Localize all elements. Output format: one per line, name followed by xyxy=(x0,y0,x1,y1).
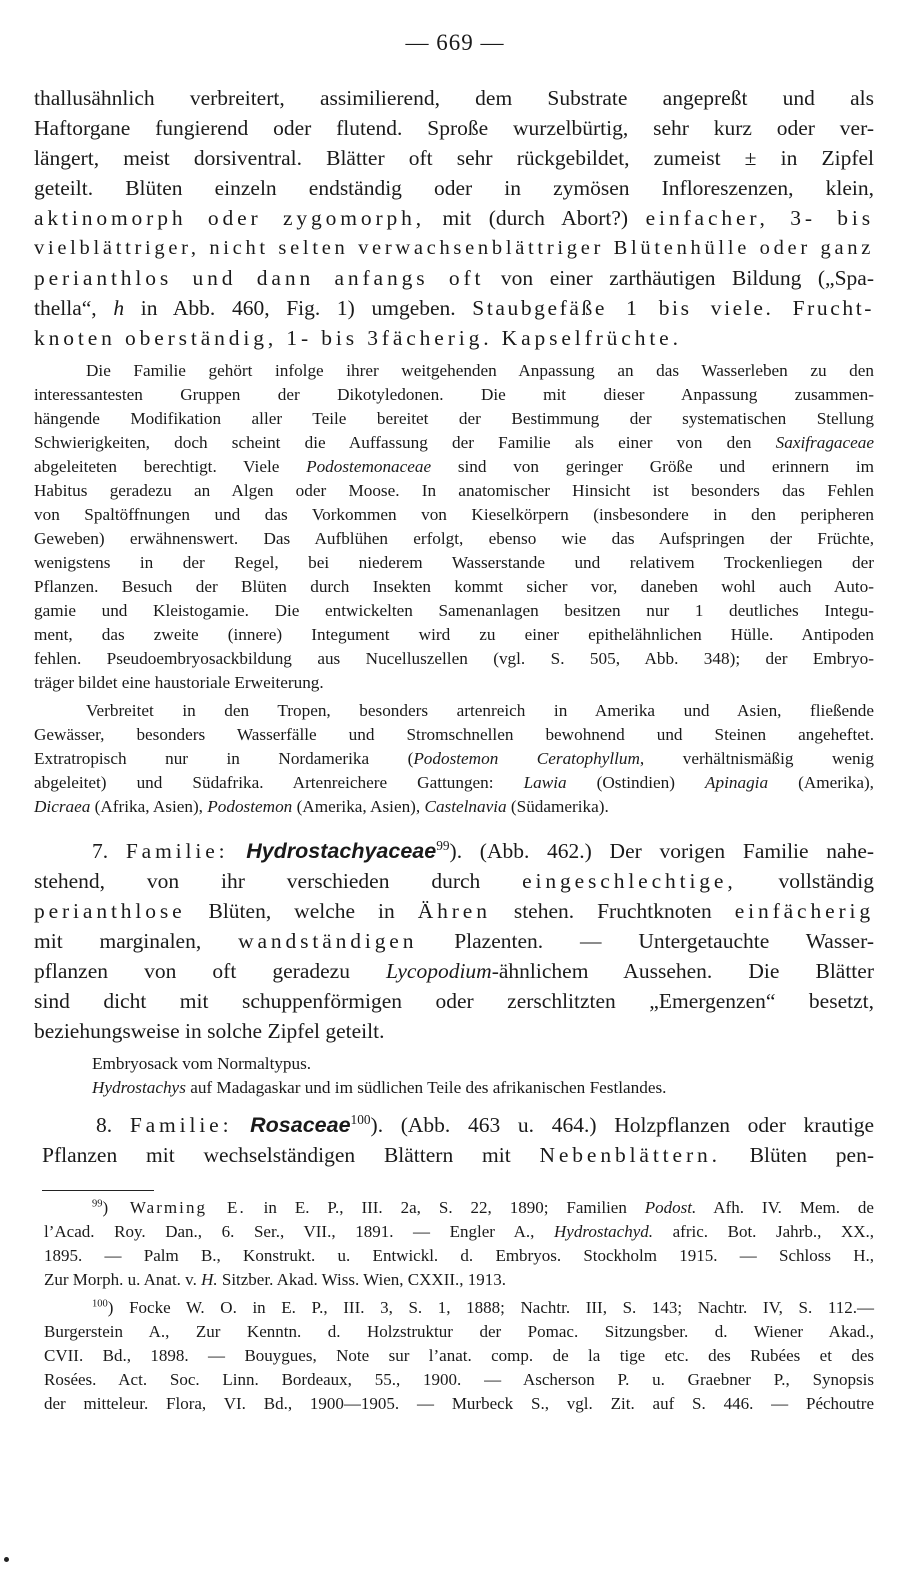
family7-line: sind dicht mit schuppenförmigen oder zerschlitzten „Emergenzen“ besetzt, xyxy=(34,989,874,1013)
family-word: Familie: xyxy=(129,1113,233,1137)
author: ) Warming E. xyxy=(102,1198,246,1217)
text: Zur Morph. u. Anat. v. xyxy=(44,1270,202,1289)
footnote-line xyxy=(44,1268,874,1292)
family-number: 7. xyxy=(92,839,126,863)
text: ). (Abb. 463 u. 464.) Holzpflanzen oder krautige xyxy=(370,1113,874,1137)
italic-text: Apinagia xyxy=(705,773,769,792)
text: in E. P., III. 2a, S. 22, 1890; Familien xyxy=(245,1198,645,1217)
text: abgeleitet) und Südafrika. Artenreichere Gattungen: xyxy=(34,773,524,792)
italic-text: Hydrostachyd. xyxy=(554,1222,654,1241)
text: mit marginalen, xyxy=(34,929,239,953)
page-number: — 669 — xyxy=(405,30,505,55)
text: stehen. Fruchtknoten xyxy=(490,899,735,923)
text: stehend, von ihr verschieden durch xyxy=(34,869,523,893)
para2-line: Pflanzen. Besuch der Blüten durch Insekten kommt sicher vor, daneben wohl auch Auto- xyxy=(34,577,874,596)
para2-line: hängende Modifikation aller Teile bereitet der Bestimmung der systematischen Stellung xyxy=(34,409,874,428)
text: (Amerika), xyxy=(768,773,874,792)
italic-text: Lycopodium xyxy=(386,959,492,983)
para2-line: Geweben) erwähnenswert. Das Aufblühen erfolgt, ebenso wie das Aufspringen der Früchte, xyxy=(34,529,874,548)
text: pflanzen von oft geradezu xyxy=(34,959,387,983)
italic-text: Dicraea xyxy=(34,797,91,816)
para3-line xyxy=(34,795,874,819)
para1-line: vielblättriger, nicht selten verwachsenblättriger Blütenhülle oder ganz xyxy=(34,237,874,259)
footnote-line: Burgerstein A., Zur Kenntn. d. Holzstruktur der Pomac. Sitzungsber. d. Wiener Akad., xyxy=(44,1322,874,1341)
footnote-line xyxy=(92,1296,874,1320)
text: abgeleiteten berechtigt. Viele xyxy=(34,457,307,476)
italic-text: Saxifragaceae xyxy=(775,433,874,452)
para3-line xyxy=(34,747,874,771)
footnote-line: CVII. Bd., 1898. — Bouygues, Note sur l’anat. comp. de la tige etc. des Rubées et des xyxy=(44,1346,874,1365)
footnote-number: 100 xyxy=(92,1298,108,1310)
text: auf Madagaskar und im südlichen Teile des afrikanischen Festlandes. xyxy=(185,1078,667,1097)
para1-line: Haftorgane fungierend oder flutend. Sproße wurzelbürtig, sehr kurz oder ver- xyxy=(34,116,874,140)
footnote-divider xyxy=(42,1190,154,1191)
text: ). (Abb. 462.) Der vorigen Familie nahe- xyxy=(449,839,875,863)
text: Schwierigkeiten, doch scheint die Auffassung der Familie als einer von den xyxy=(34,433,776,452)
italic-text: h xyxy=(113,296,125,320)
family7-note-line: Embryosack vom Normaltypus. xyxy=(92,1054,312,1073)
text: Plazenten. — Untergetauchte Wasser- xyxy=(417,929,874,953)
para1-line xyxy=(34,263,874,293)
text: afric. Bot. Jahrb., XX., xyxy=(653,1222,875,1241)
para1-line xyxy=(34,203,874,233)
text: Extratropisch nur in Nordamerika ( xyxy=(34,749,414,768)
family-word: Familie: xyxy=(125,839,229,863)
text: l’Acad. Roy. Dan., 6. Ser., VII., 1891. — Engler A., xyxy=(44,1222,555,1241)
para3-line: Gewässer, besonders Wasserfälle und Stromschnellen bewohnend und Steinen angeheftet. xyxy=(34,725,874,744)
text: Sitzber. Akad. Wiss. Wien, CXXII., 1913. xyxy=(217,1270,507,1289)
para1-line: knoten oberständig, 1- bis 3fächerig. Kapselfrüchte. xyxy=(34,326,682,350)
footnote-line xyxy=(44,1220,874,1244)
family7-line xyxy=(34,956,874,986)
text: -ähnlichem Aussehen. Die Blätter xyxy=(491,959,874,983)
text: (Afrika, Asien), xyxy=(90,797,208,816)
para2-line: ment, das zweite (innere) Integument wird zu einer epithelähnlichen Hülle. Antipoden xyxy=(34,625,874,644)
italic-text: Podostemon xyxy=(207,797,293,816)
family7-line xyxy=(34,926,874,956)
para2-line xyxy=(34,431,874,455)
family7-line: beziehungsweise in solche Zipfel geteilt. xyxy=(34,1019,385,1043)
footnote-line: 1895. — Palm B., Konstrukt. u. Entwickl. d. Embryos. Stockholm 1915. — Schloss H., xyxy=(44,1246,874,1265)
footnote-ref: 100 xyxy=(350,1111,371,1127)
spaced-text: perianthlos und dann anfangs oft xyxy=(34,266,485,290)
family8-line xyxy=(42,1140,874,1170)
family7-note-line xyxy=(92,1076,874,1100)
text: (Ostindien) xyxy=(566,773,706,792)
family7-heading-line xyxy=(92,836,874,866)
text: ) Focke W. O. in E. P., III. 3, S. 1, 1888; Nachtr. III, S. 143; Nachtr. IV, S. 112.— xyxy=(107,1298,874,1317)
italic-text: Podost. xyxy=(644,1198,697,1217)
para2-line: gamie und Kleistogamie. Die entwickelten Samenanlagen besitzen nur 1 deutliches Integu- xyxy=(34,601,874,620)
footnote-ref: 99 xyxy=(436,837,450,853)
footnote-line: Rosées. Act. Soc. Linn. Bordeaux, 55., 1900. — Ascherson P. u. Graebner P., Synopsis xyxy=(44,1370,874,1389)
text: Afh. IV. Mem. de xyxy=(696,1198,874,1217)
spaced-text: einfächerig xyxy=(734,899,874,923)
para2-line: Die Familie gehört infolge ihrer weitgehenden Anpassung an das Wasserleben zu den xyxy=(86,361,874,380)
para2-line: fehlen. Pseudoembryosackbildung aus Nucelluszellen (vgl. S. 505, Abb. 348); der Embryo- xyxy=(34,649,874,668)
spaced-text: Ähren xyxy=(417,899,491,923)
family7-line xyxy=(34,896,874,926)
text: thella“, xyxy=(34,296,114,320)
para1-line: geteilt. Blüten einzeln endständig oder in zymösen Infloreszenzen, klein, xyxy=(34,176,874,200)
footnote-number: 99 xyxy=(92,1198,103,1210)
para3-line: Verbreitet in den Tropen, besonders artenreich in Amerika und Asien, fließende xyxy=(86,701,874,720)
footnote-line xyxy=(92,1196,874,1220)
text: von einer zarthäutigen Bildung („Spa- xyxy=(484,266,874,290)
spaced-text: einfacher, 3- bis xyxy=(645,206,874,230)
family-name: Rosaceae xyxy=(250,1113,351,1137)
family8-heading-line xyxy=(96,1110,874,1140)
text: sind von geringer Größe und erinnern im xyxy=(431,457,874,476)
spaced-text: Staubgefäße 1 bis viele. Frucht- xyxy=(472,296,874,320)
text: Blüten, welche in xyxy=(185,899,418,923)
text: , verhältnismäßig wenig xyxy=(639,749,874,768)
italic-text: Podostemonaceae xyxy=(306,457,432,476)
para2-line: Habitus geradezu an Algen oder Moose. In anatomischer Hinsicht ist besonders das Fehlen xyxy=(34,481,874,500)
spaced-text: Nebenblättern. xyxy=(539,1143,721,1167)
italic-text: Podostemon Ceratophyllum xyxy=(413,749,640,768)
family-number: 8. xyxy=(96,1113,130,1137)
para1-line: längert, meist dorsiventral. Blätter oft sehr rückgebildet, zumeist ± in Zipfel xyxy=(34,146,874,170)
italic-text: Hydrostachys xyxy=(92,1078,186,1097)
spaced-text: eingeschlechtige, xyxy=(522,869,737,893)
text: (Amerika, Asien), xyxy=(292,797,425,816)
para1-line xyxy=(34,293,874,323)
spaced-text: perianthlose xyxy=(34,899,186,923)
para2-line xyxy=(34,455,874,479)
scan-speck xyxy=(4,1557,9,1562)
text: mit (durch Abort?) xyxy=(424,206,646,230)
para2-line: träger bildet eine haustoriale Erweiterung. xyxy=(34,673,324,692)
spaced-text: aktinomorph oder zygomorph, xyxy=(34,206,425,230)
para2-line: interessantesten Gruppen der Dikotyledonen. Die mit dieser Anpassung zusammen- xyxy=(34,385,874,404)
text: Blüten pen- xyxy=(720,1143,874,1167)
italic-text: Lawia xyxy=(523,773,567,792)
text: Pflanzen mit wechselständigen Blättern mit xyxy=(42,1143,540,1167)
italic-text: H. xyxy=(201,1270,218,1289)
footnote-line: der mitteleur. Flora, VI. Bd., 1900—1905. — Murbeck S., vgl. Zit. auf S. 446. — Péchoutre xyxy=(44,1394,874,1413)
family-name: Hydrostachyaceae xyxy=(246,839,437,863)
spaced-text: wandständigen xyxy=(238,929,418,953)
para1-line: thallusähnlich verbreitert, assimilierend, dem Substrate angepreßt und als xyxy=(34,86,874,110)
text: in Abb. 460, Fig. 1) umgeben. xyxy=(124,296,473,320)
text: vollständig xyxy=(736,869,874,893)
para2-line: wenigstens in der Regel, bei niederem Wasserstande und relativem Trockenliegen der xyxy=(34,553,874,572)
para2-line: von Spaltöffnungen und das Vorkommen von Kieselkörpern (insbesondere in den peripheren xyxy=(34,505,874,524)
family7-line xyxy=(34,866,874,896)
para3-line xyxy=(34,771,874,795)
text: (Südamerika). xyxy=(506,797,609,816)
italic-text: Castelnavia xyxy=(424,797,507,816)
